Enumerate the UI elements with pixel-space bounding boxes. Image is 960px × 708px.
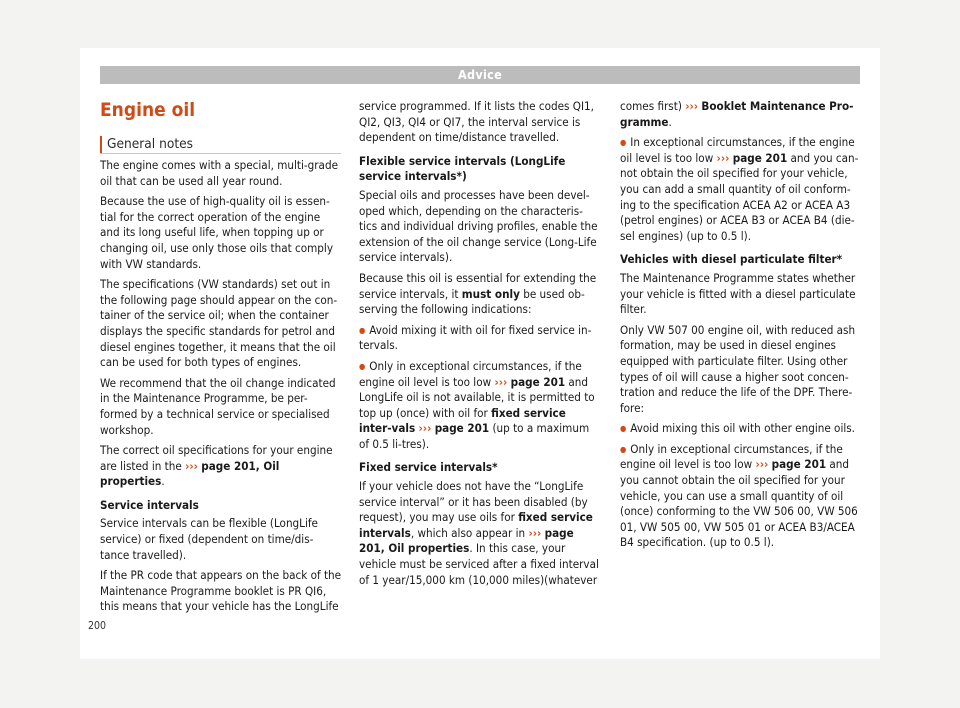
paragraph: Special oils and processes have been devel-oped which, depending on the characteris-tics and individual driving profiles, enable the extension of the oil change service (Long-Life service intervals). — [359, 187, 598, 265]
text: comes first) — [620, 99, 682, 113]
text: . — [161, 474, 165, 489]
text: be used ob-serving the following indications: — [359, 286, 585, 317]
paragraph: If the PR code that appears on the back of the Maintenance Programme booklet is PR QI6, this means that your vehicle has the LongLife — [100, 568, 342, 614]
text: , which also appear in — [410, 525, 526, 540]
page-number: 200 — [88, 620, 107, 632]
text: and you cannot obtain the oil specified for your vehicle, you can use a small quantity of oil (once) conforming to the VW 506 00, VW 506 01, VW 505 00, VW 505 01 or ACEA B3/ACEA B4 specification. (up to 0.5 l). — [620, 457, 858, 550]
text: and you can-not obtain the oil specified for your vehicle, you can add a small quantity of oil conform-ing to the specification ACEA A2 or ACEA A3 (petrol engines) or ACEA B3 or ACEA B4 (die-sel engines) (up to 0.5 l). — [620, 150, 859, 243]
emphasis: fixed service inter-vals — [359, 405, 566, 436]
subtitle: General notes — [107, 136, 194, 152]
cross-ref-arrow[interactable]: ››› — [716, 150, 730, 165]
paragraph — [100, 443, 342, 490]
text: and LongLife oil is not available, it is permitted to top up (once) with oil for — [359, 374, 595, 420]
cross-ref-arrow[interactable]: ››› — [185, 458, 198, 473]
cross-ref-link[interactable]: page 201 — [732, 150, 788, 165]
text: . — [668, 114, 672, 129]
bullet-item — [359, 359, 601, 453]
text: The correct oil specifications for your engine are listed in the — [100, 443, 333, 473]
paragraph: service programmed. If it lists the codes QI1, QI2, QI3, QI4 or QI7, the interval service is dependent on time/distance travelled. — [359, 99, 594, 145]
text: Because this oil is essential for extending the service intervals, it — [359, 270, 597, 301]
paragraph — [359, 271, 601, 318]
text: If your vehicle does not have the “LongLife service interval” or it has been disabled (by request), you may use oils for — [359, 479, 588, 525]
paragraph — [359, 479, 601, 588]
paragraph — [620, 99, 862, 130]
cross-ref-arrow[interactable]: ››› — [685, 99, 699, 113]
text: Only in exceptional circumstances, if the engine oil level is too low — [620, 441, 843, 472]
page-title: Engine oil — [100, 99, 196, 121]
section-heading: Service intervals — [100, 497, 199, 512]
text: (up to a maximum of 0.5 li-tres). — [359, 421, 590, 451]
text: Only in exceptional circumstances, if the engine oil level is too low — [359, 358, 582, 389]
paragraph: We recommend that the oil change indicated in the Maintenance Programme, be per-formed by a technical service or specialised workshop. — [100, 375, 336, 437]
section-header: Advice — [100, 66, 860, 84]
section-heading: Vehicles with diesel particulate filter* — [620, 252, 843, 267]
cross-ref-link[interactable]: page 201 — [434, 421, 490, 436]
cross-ref-link[interactable]: Booklet Maintenance Pro-gramme — [620, 99, 854, 129]
column-1 — [100, 158, 342, 620]
section-heading: Flexible service intervals (LongLife service intervals*) — [359, 153, 566, 184]
paragraph: The specifications (VW standards) set out in the following page should appear on the con-tainer of the service oil; when the container displays the specific standards for petrol and diesel engines together, it means that the oil can be used for both types of engines. — [100, 277, 338, 370]
bullet-item: ● Avoid mixing it with oil for fixed service in-tervals. — [359, 323, 601, 354]
emphasis: must only — [461, 286, 520, 301]
paragraph: The engine comes with a special, multi-grade oil that can be used all year round. — [100, 158, 338, 188]
cross-ref-arrow[interactable]: ››› — [494, 374, 508, 389]
column-2 — [359, 99, 601, 593]
cross-ref-link[interactable]: page 201, Oil properties — [359, 525, 574, 556]
paragraph: Only VW 507 00 engine oil, with reduced ash formation, may be used in diesel engines equipped with particulate filter. Using other types of oil will cause a higher soot concen-tration and reduce the life of the DPF. There-fore: — [620, 322, 856, 415]
bullet-item — [620, 135, 862, 244]
column-3 — [620, 99, 862, 556]
section-heading: Fixed service intervals* — [359, 460, 498, 475]
text: In exceptional circumstances, if the engine oil level is too low — [620, 135, 855, 165]
cross-ref-link[interactable]: page 201, Oil properties — [100, 458, 280, 489]
cross-ref-link[interactable]: page 201 — [510, 374, 566, 389]
text: . In this case, your vehicle must be serviced after a fixed interval of 1 year/15,000 km (10,000 miles)(whatever — [359, 541, 599, 587]
subtitle-divider — [100, 153, 341, 154]
cross-ref-arrow[interactable]: ››› — [755, 457, 769, 472]
paragraph: Because the use of high-quality oil is essen-tial for the correct operation of the engine and its long useful life, when topping up or changing oil, use only those oils that comply with VW standards. — [100, 194, 333, 271]
cross-ref-arrow[interactable]: ››› — [418, 421, 432, 436]
bullet-item — [620, 442, 862, 551]
cross-ref-arrow[interactable]: ››› — [528, 525, 542, 540]
bullet-item: ● Avoid mixing this oil with other engine oils. — [620, 421, 862, 437]
paragraph: Service intervals can be flexible (LongLife service) or fixed (dependent on time/dis-tance travelled). — [100, 516, 318, 562]
emphasis: fixed service intervals — [359, 510, 593, 540]
cross-ref-link[interactable]: page 201 — [771, 457, 827, 472]
paragraph: The Maintenance Programme states whether your vehicle is fitted with a diesel particulate filter. — [620, 270, 856, 317]
